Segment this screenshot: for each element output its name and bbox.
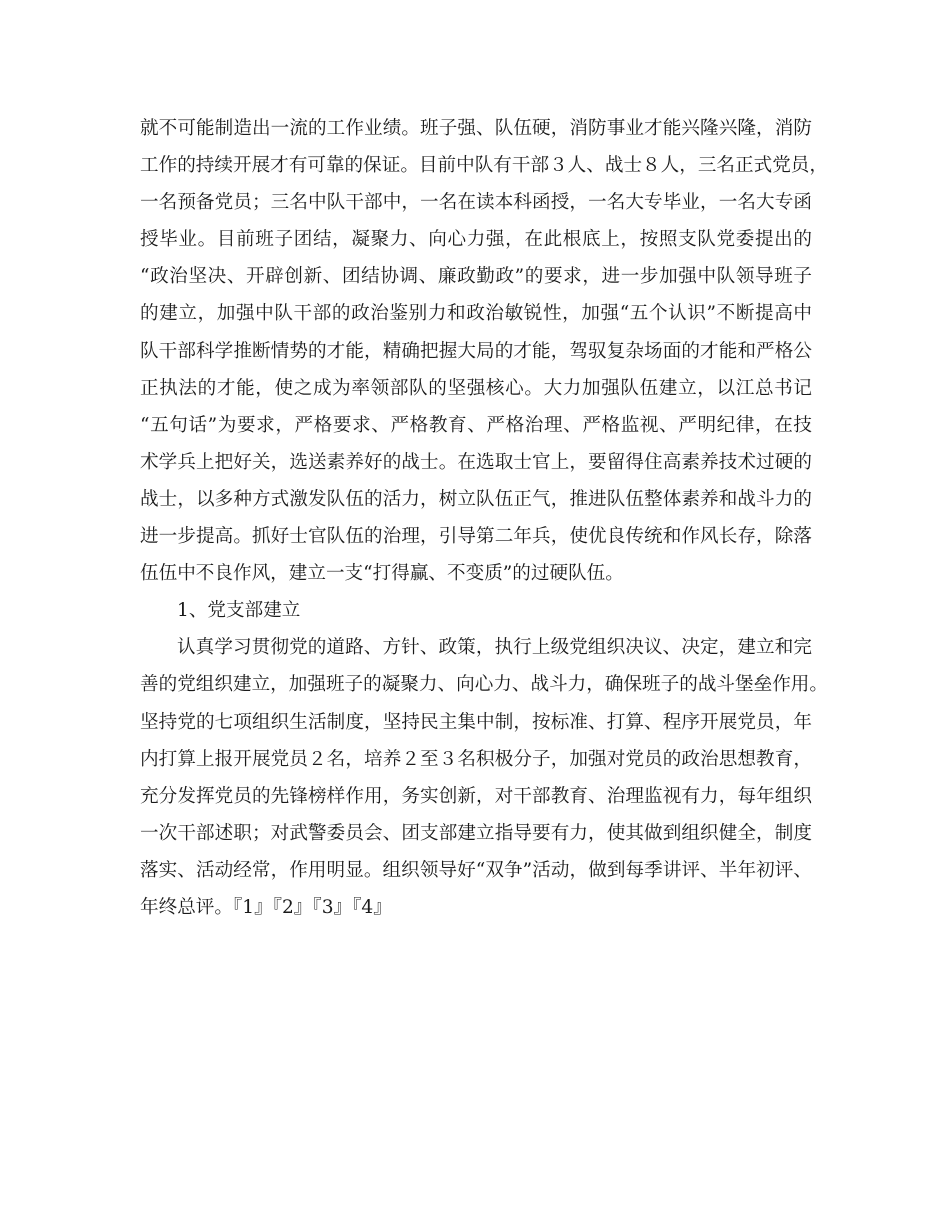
paragraph-line: 伍伍中不良作风，建立一支“打得赢、不变质”的过硬队伍。 (140, 563, 624, 585)
paragraph-line: 认真学习贯彻党的道路、方针、政策，执行上级党组织决议、决定，建立和完 (177, 637, 812, 659)
paragraph-line: “政治坚决、开辟创新、团结协调、廉政勤政”的要求，进一步加强中队领导班子 (140, 266, 812, 288)
paragraph-line: 就不可能制造出一流的工作业绩。班子强、队伍硬，消防事业才能兴隆兴隆，消防 (140, 118, 812, 139)
paragraph-line: 年终总评。『1』『2』『3』『4』 (140, 896, 392, 918)
paragraph-line: 正执法的才能，使之成为率领部队的坚强核心。大力加强队伍建立，以江总书记 (140, 377, 812, 399)
paragraph-line: 的建立，加强中队干部的政治鉴别力和政治敏锐性，加强“五个认识”不断提高中 (140, 303, 812, 325)
paragraph-line: 内打算上报开展党员２名，培养２至３名积极分子，加强对党员的政治思想教育， (140, 748, 812, 770)
paragraph-2 (140, 629, 828, 926)
paragraph-line: 善的党组织建立，加强班子的凝聚力、向心力、战斗力，确保班子的战斗堡垒作用。 (140, 674, 828, 696)
section-heading: 1、党支部建立 (177, 600, 301, 622)
paragraph-line: 一名预备党员；三名中队干部中，一名在读本科函授，一名大专毕业，一名大专函 (140, 192, 812, 214)
paragraph-line: 工作的持续开展才有可靠的保证。目前中队有干部３人、战士８人，三名正式党员， (140, 155, 828, 177)
paragraph-line: 战士，以多种方式激发队伍的活力，树立队伍正气，推进队伍整体素养和战斗力的 (140, 488, 812, 510)
paragraph-1 (140, 110, 828, 592)
paragraph-line: 落实、活动经常，作用明显。组织领导好“双争”活动，做到每季讲评、半年初评、 (140, 859, 812, 881)
document-page (140, 110, 828, 926)
paragraph-line: 坚持党的七项组织生活制度，坚持民主集中制，按标准、打算、程序开展党员，年 (140, 711, 812, 733)
paragraph-line: “五句话”为要求，严格要求、严格教育、严格治理、严格监视、严明纪律，在技 (140, 414, 812, 436)
paragraph-line: 充分发挥党员的先锋榜样作用，务实创新，对干部教育、治理监视有力，每年组织 (140, 785, 812, 807)
paragraph-line: 队干部科学推断情势的才能，精确把握大局的才能，驾驭复杂场面的才能和严格公 (140, 340, 812, 362)
paragraph-line: 一次干部述职；对武警委员会、团支部建立指导要有力，使其做到组织健全，制度 (140, 822, 812, 844)
paragraph-line: 进一步提高。抓好士官队伍的治理，引导第二年兵，使优良传统和作风长存，除落 (140, 526, 812, 548)
paragraph-line: 授毕业。目前班子团结，凝聚力、向心力强，在此根底上，按照支队党委提出的 (140, 229, 812, 251)
paragraph-line: 术学兵上把好关，选送素养好的战士。在选取士官上，要留得住高素养技术过硬的 (140, 451, 812, 473)
